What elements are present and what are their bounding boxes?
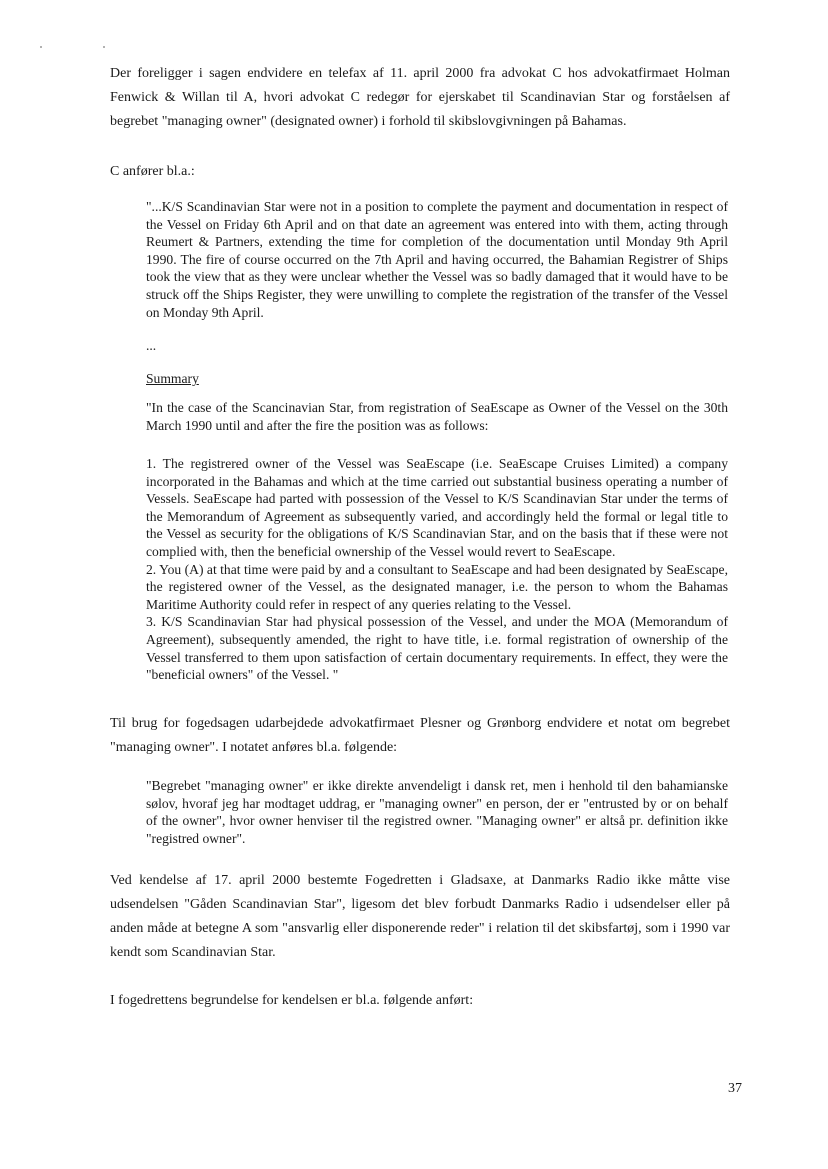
quote-managing-owner: "Begrebet "managing owner" er ikke direkte anvendeligt i dansk ret, men i henhold til den bahamianske sølov, hvoraf jeg har modtaget uddrag, er "managing owner" en person, der er "entrusted by or on behalf of the owner", hvor owner henviser til the registred owner. "Managing owner" er altså pr. definition ikke "registred owner". bbox=[146, 778, 728, 846]
paragraph-plesner-notat: Til brug for fogedsagen udarbejdede advokatfirmaet Plesner og Grønborg endvidere et notat om begrebet "managing owner". I notatet anføres bl.a. følgende: bbox=[110, 716, 730, 755]
paragraph-begrundelse: I fogedrettens begrundelse for kendelsen er bl.a. følgende anført: bbox=[110, 993, 474, 1008]
scan-speck bbox=[40, 46, 42, 48]
paragraph-c-states: C anfører bl.a.: bbox=[110, 164, 195, 179]
list-item: 1. The registrered owner of the Vessel was SeaEscape (i.e. SeaEscape Cruises Limited) a company incorporated in the Bahamas and which at the time carried out substantial business operating a number of Vessels. SeaEscape had parted with possession of the Vessel to K/S Scandinavian Star under the terms of the Memorandum of Agreement as subsequently varied, and accordingly held the formal or legal title to the Vessel as security for the obligations of K/S Scandinavian Star, and on the basis that if these were not complied with, then the beneficial ownership of the Vessel would revert to SeaEscape. bbox=[146, 456, 728, 559]
page-number: 37 bbox=[728, 1081, 742, 1096]
paragraph-telefax: Der foreligger i sagen endvidere en telefax af 11. april 2000 fra advokat C hos advokatfirmaet Holman Fenwick & Willan til A, hvori advokat C redegør for ejerskabet til Scandinavian Star og forståelsen af begrebet "managing owner" (designated owner) i forhold til skibslovgivningen på Bahamas. bbox=[110, 66, 730, 129]
scan-speck bbox=[103, 46, 105, 48]
paragraph-fogedret-kendelse: Ved kendelse af 17. april 2000 bestemte Fogedretten i Gladsaxe, at Danmarks Radio ikke måtte vise udsendelsen "Gåden Scandinavian Star", ligesom det blev forbudt Danmarks Radio i udsendelser eller på anden måde at betegne A som "ansvarlig eller disponerende reder" i relation til det skibsfartøj, som i 1990 var kendt som Scandinavian Star. bbox=[110, 873, 730, 960]
summary-heading: Summary bbox=[146, 371, 199, 386]
quote-ks-scandinavian-star: "...K/S Scandinavian Star were not in a position to complete the payment and documentation in respect of the Vessel on Friday 6th April and on that date an agreement was entered into with them, acting through Reumert & Partners, extending the time for completion of the documentation until Monday 9th April 1990. The fire of course occurred on the 7th April and having occurred, the Bahamian Registrer of Ships took the view that as they were unclear whether the Vessel was so badly damaged that it would have to be struck off the Ships Register, they were unwilling to complete the registration of the transfer of the Vessel on Monday 9th April. bbox=[146, 199, 728, 320]
list-item: 3. K/S Scandinavian Star had physical possession of the Vessel, and under the MOA (Memorandum of Agreement), subsequently amended, the right to have title, i.e. formal registration of ownership of the Vessel transferred to them upon satisfaction of certain documentary requirements. In effect, they were the "beneficial owners" of the Vessel. " bbox=[146, 614, 728, 683]
quote-summary-intro: "In the case of the Scancinavian Star, from registration of SeaEscape as Owner of the Vessel on the 30th March 1990 until and after the fire the position was as follows: bbox=[146, 400, 728, 433]
quote-ownership-list bbox=[146, 455, 728, 684]
list-item: 2. You (A) at that time were paid by and a consultant to SeaEscape and had been designated by SeaEscape, the registered owner of the Vessel, as the designated manager, i.e. the person to whom the Bahamas Maritime Authority could refer in respect of any queries relating to the Vessel. bbox=[146, 561, 728, 612]
quote-ellipsis: ... bbox=[146, 338, 157, 353]
